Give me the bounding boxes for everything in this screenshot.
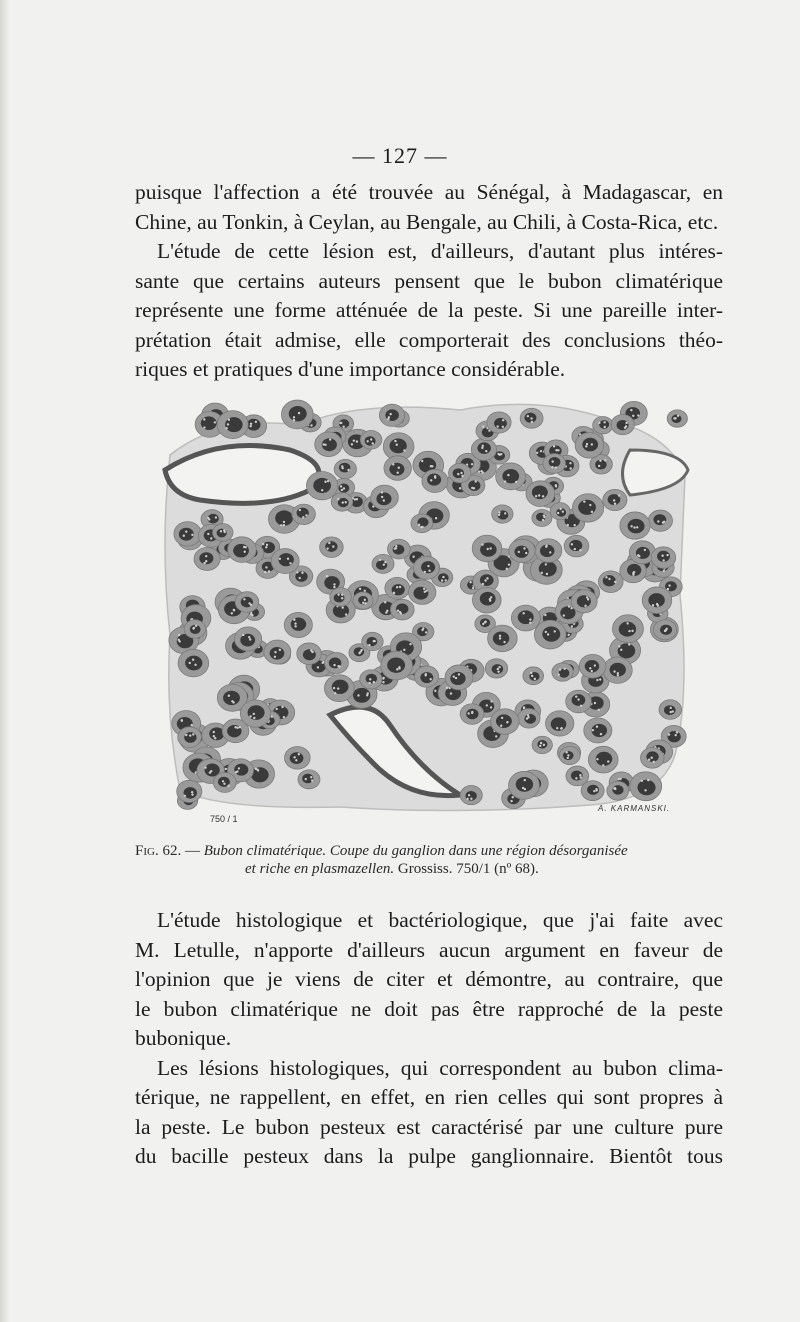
plasma-cell [324,653,348,674]
plasma-cell [360,430,382,449]
plasma-cell [598,571,623,593]
plasma-cell [653,620,676,640]
plasma-cell [306,471,337,499]
plasma-cell [511,605,540,631]
magnification-mark: 750 / 1 [210,814,238,824]
plasma-cell [630,772,662,801]
plasma-cell [575,432,604,458]
plasma-cell [603,489,627,510]
plasma-cell [526,481,555,507]
plasma-cell [213,773,236,793]
plasma-cell [579,654,606,678]
plasma-cell [546,711,574,736]
plasma-cell [292,504,315,524]
plasma-cell [471,438,496,460]
plasma-cell [571,590,597,613]
text-line: la peste. Le bubon pesteux est caractérisé par une culture pure [135,1114,723,1139]
plasma-cell [559,747,580,765]
plasma-cell [564,535,589,557]
plasma-cell [297,643,321,664]
plasma-cell [217,411,248,439]
top-text-block [135,178,723,385]
plasma-cell [381,651,413,680]
plasma-cell [284,612,312,637]
plasma-cell [384,456,412,481]
text-line: du bacille pesteux dans la pulpe ganglionnaire. Bientôt tous [135,1144,723,1168]
plasma-cell [532,736,552,753]
plasma-cell [360,670,382,689]
plasma-cell [460,786,482,805]
plasma-cell [552,663,573,681]
plasma-cell [240,700,270,727]
plasma-cell [485,659,507,678]
paragraph-histology [135,906,723,1054]
plasma-cell [330,588,352,607]
plasma-cell [620,512,650,539]
text-line: L'étude de cette lésion est, d'ailleurs, d'autant plus intéres- [157,239,723,263]
plasma-cell [607,781,629,800]
plasma-cell [603,657,632,683]
plasma-cell [414,666,438,687]
plasma-cell [271,549,299,574]
plasma-cell [572,494,603,522]
text-line: prétation était admise, elle comporterait des conclusions théo- [135,327,723,352]
plasma-cell [264,640,291,664]
plasma-cell [184,620,205,638]
plasma-cell [331,493,352,511]
plasma-cell [174,522,201,546]
plasma-cell [488,625,518,652]
plasma-cell [315,432,343,457]
text-line: L'étude histologique et bactériologique, que j'ai faite avec [157,908,723,932]
plasma-cell [534,620,566,649]
plasma-cell [642,587,672,614]
plasma-cell [390,599,414,620]
plasma-cell [492,505,513,523]
plasma-cell [388,539,411,559]
plasma-cell [285,746,311,769]
plasma-cell [487,412,511,433]
plasma-cell [566,690,592,713]
plasma-cell [385,577,410,599]
figure-caption [135,842,725,878]
text-line: térique, ne rappellent, en effet, en rien celles qui sont propres à [135,1085,723,1109]
bottom-text-block [135,906,723,1172]
plasma-cell [588,746,618,773]
plasma-cell [520,408,543,428]
text-line: le bubon climatérique ne doit pas être rapproché de la peste [135,996,723,1021]
plasma-cell [449,463,471,482]
plasma-cell [445,665,473,690]
caption-title: Bubon climatérique. Coupe du ganglion dans une région désorganisée [203,843,628,859]
plasma-cell [659,700,682,720]
caption-magnification: Grossiss. 750/1 (nº 68). [397,861,539,877]
plasma-cell [460,704,484,725]
plasma-cell [334,459,356,478]
plasma-cell [593,416,613,433]
plasma-cell [518,709,540,728]
plasma-cell [353,592,373,609]
plasma-cell [532,509,552,526]
plasma-cell [613,615,644,643]
plasma-cell [496,463,526,490]
plasma-cell [550,503,570,520]
text-line: riques et pratiques d'une importance considérable. [135,357,566,381]
plasma-cell [234,627,261,651]
caption-line [135,842,725,860]
plasma-cell [194,547,220,570]
plasma-cell [320,537,344,558]
plasma-cell [177,780,202,802]
lymph-node-section-illustration [160,395,690,815]
plasma-cell [411,514,433,533]
page-number: — 127 — [352,143,448,168]
illustrator-signature: A. KARMANSKI. [598,804,671,813]
plasma-cell [584,718,612,743]
plasma-cell [362,632,383,650]
plasma-cell [379,404,404,426]
plasma-cell [509,539,535,562]
histology-figure [160,395,690,815]
plasma-cell [213,524,233,541]
text-line: M. Letulle, n'apporte d'ailleurs aucun argument en faveur de [135,937,723,962]
text-line: bubonique. [135,1026,232,1050]
plasma-cell [581,781,604,801]
plasma-cell [667,410,687,427]
paragraph-lesions [135,1054,723,1172]
paragraph-continuation [135,178,723,237]
text-line: Chine, au Tonkin, à Ceylan, au Bengale, au Chili, à Costa-Rica, etc. [135,209,719,234]
paragraph-study [135,237,723,385]
text-line: sante que certains auteurs pensent que le bubon climatérique [135,268,723,293]
plasma-cell [298,770,320,789]
text-line: l'opinion que je viens de citer et démontre, au contraire, que [135,967,723,991]
plasma-cell [611,414,634,434]
plasma-cell [491,709,520,735]
plasma-cell [324,675,354,702]
caption-title-continued: et riche en plasmazellen. [245,861,395,877]
plasma-cell [281,400,313,429]
plasma-cell [472,587,501,613]
plasma-cell [422,469,448,492]
plasma-cell [178,727,202,748]
plasma-cell [543,454,566,474]
plasma-cell [651,547,676,569]
plasma-cell [178,649,209,677]
plasma-cell [409,580,436,604]
plasma-cell [509,771,540,799]
plasma-cell [640,748,664,769]
plasma-cell [472,535,502,562]
text-line: Les lésions histologiques, qui correspondent au bubon clima- [157,1055,723,1080]
plasma-cell [535,539,562,563]
caption-label: Fig. 62. — [135,843,200,859]
plasma-cell [414,556,440,579]
plasma-cell [523,667,544,685]
plasma-cell [228,537,257,563]
text-line: puisque l'affection a été trouvée au Sénégal, à Madagascar, en [135,180,723,204]
text-line: représente une forme atténuée de la peste. Si une pareille inter- [135,298,723,322]
plasma-cell [648,510,672,531]
caption-line [135,860,725,878]
plasma-cell [371,485,399,510]
plasma-cell [372,554,394,573]
plasma-cell [235,592,259,613]
page-edge-shadow [0,0,10,1322]
